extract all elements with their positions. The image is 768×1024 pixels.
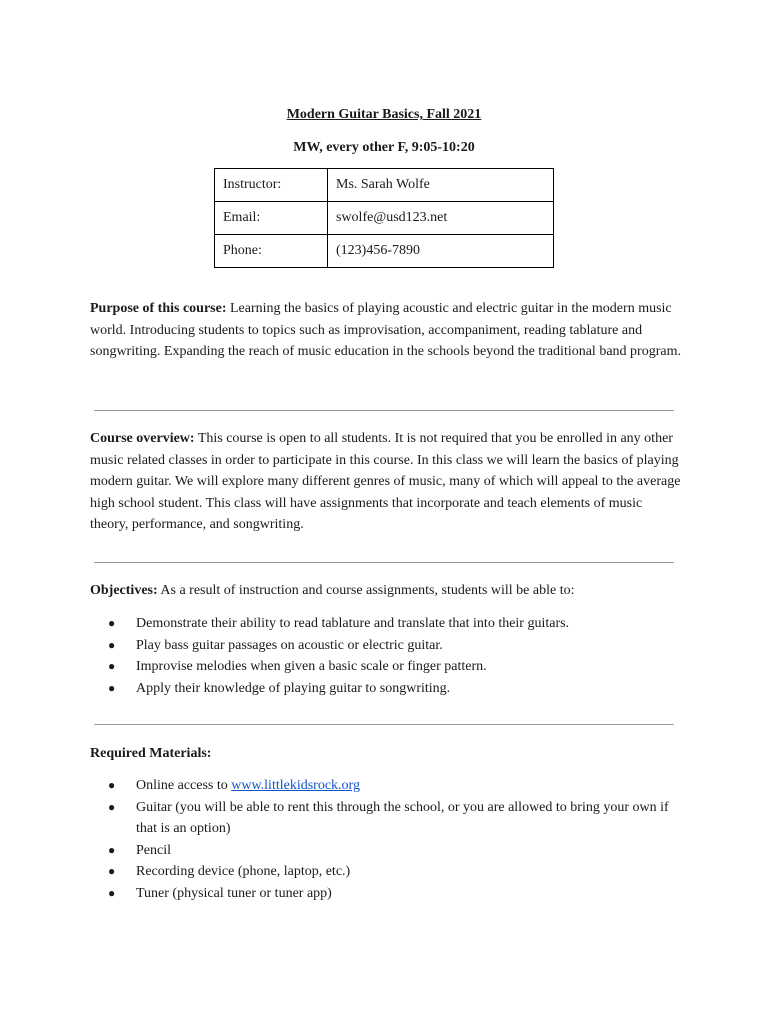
instructor-value: Ms. Sarah Wolfe — [328, 169, 554, 202]
course-title: Modern Guitar Basics, Fall 2021 — [286, 107, 482, 122]
bullet-icon: ● — [108, 778, 116, 792]
bullet-icon: ● — [108, 680, 116, 695]
email-label: Email: — [215, 202, 328, 235]
bullet-icon: ● — [108, 616, 116, 630]
phone-label: Phone: — [215, 235, 328, 268]
list-item: ● Apply their knowledge of playing guitar to songwriting. — [108, 678, 688, 700]
table-row — [215, 202, 554, 235]
bullet-icon: ● — [108, 799, 116, 814]
list-item: ● Improvise melodies when given a basic scale or finger pattern. — [108, 656, 688, 678]
overview-text: This course is open to all students. It is not required that you be enrolled in any other music related classes in order to participate in this course. In this class we will learn the basics of playing modern guitar. We will explore many different genres of music, many of which will appeal to the average high school student. This class will have assignments that incorporate and teach elements of music theory, performance, and songwriting. — [90, 431, 681, 532]
table-row — [215, 169, 554, 202]
list-item: ● Recording device (phone, laptop, etc.) — [108, 861, 688, 883]
bullet-icon: ● — [108, 885, 116, 900]
bullet-icon: ● — [108, 637, 116, 652]
phone-value: (123)456-7890 — [328, 235, 554, 268]
table-row — [215, 235, 554, 268]
bullet-icon: ● — [108, 842, 116, 857]
list-item: ● Online access to www.littlekidsrock.org — [108, 775, 688, 797]
purpose-text: Learning the basics of playing acoustic and electric guitar in the modern music world. Introducing students to topics such as improvisation, accompaniment, reading tablature and songwriting. Expanding the reach of music education in the schools beyond the traditional band program. — [90, 301, 681, 359]
objectives-list — [108, 613, 688, 699]
list-item: ● Tuner (physical tuner or tuner app) — [108, 883, 688, 905]
overview-label: Course overview: — [90, 431, 195, 446]
purpose-paragraph — [90, 298, 682, 363]
email-value: swolfe@usd123.net — [328, 202, 554, 235]
objectives-text: As a result of instruction and course assignments, students will be able to: — [157, 583, 575, 598]
materials-heading: Required Materials: — [90, 746, 212, 761]
list-item: ● Play bass guitar passages on acoustic or electric guitar. — [108, 635, 688, 657]
list-item: ● Demonstrate their ability to read tablature and translate that into their guitars. — [108, 613, 688, 635]
list-item: ● Pencil — [108, 840, 688, 862]
section-divider — [94, 562, 674, 563]
littlekidsrock-link[interactable]: www.littlekidsrock.org — [231, 778, 360, 793]
course-schedule: MW, every other F, 9:05-10:20 — [293, 140, 475, 155]
section-divider — [94, 724, 674, 725]
overview-paragraph — [90, 428, 682, 536]
materials-list — [108, 775, 688, 904]
bullet-icon: ● — [108, 659, 116, 673]
section-divider — [94, 410, 674, 411]
purpose-label: Purpose of this course: — [90, 301, 227, 316]
objectives-paragraph — [90, 580, 682, 602]
list-item: ● Guitar (you will be able to rent this through the school, or you are allowed to bring your own if that is an option) — [108, 797, 688, 840]
bullet-icon: ● — [108, 864, 116, 878]
contact-table — [214, 168, 554, 268]
instructor-label: Instructor: — [215, 169, 328, 202]
objectives-label: Objectives: — [90, 583, 158, 598]
